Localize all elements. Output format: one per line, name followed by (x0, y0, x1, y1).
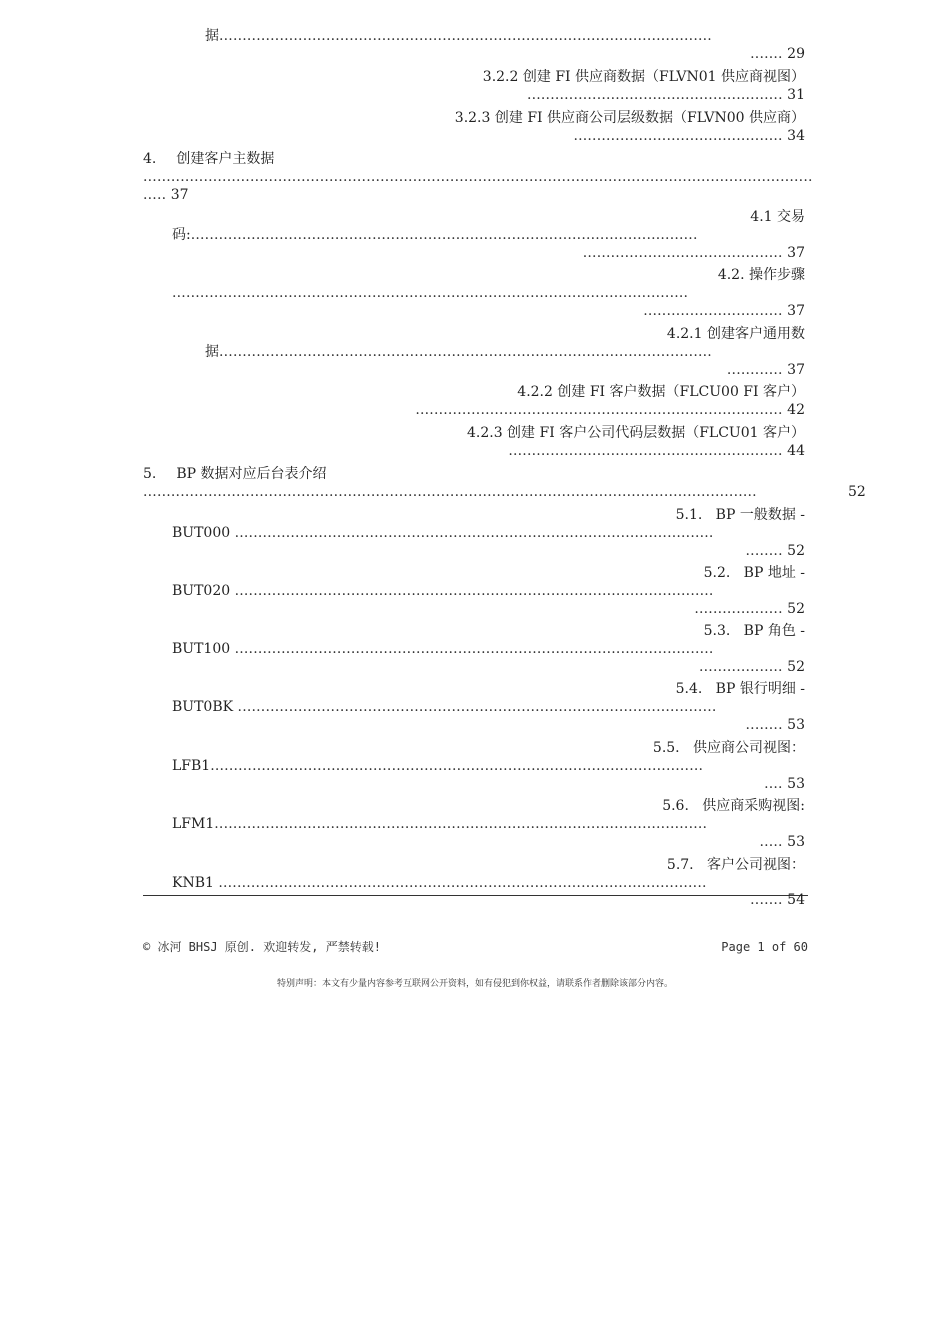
toc-leader: .......................................................................................................... (214, 816, 708, 832)
toc-entry-4-2-3[interactable] (143, 424, 805, 442)
toc-leader: ....................................................................................................... (234, 525, 714, 541)
toc-entry-5-7[interactable] (143, 856, 805, 874)
toc-text: KNB1 (172, 875, 214, 891)
footer-copyright: © 冰河 BHSJ 原创. 欢迎转发, 严禁转载! (143, 940, 381, 954)
toc-leader: .... (764, 776, 783, 792)
toc-leader: ....... (750, 46, 783, 62)
toc-leader: ............ (726, 362, 783, 378)
toc-page-number[interactable]: 34 (787, 128, 805, 144)
toc-text: 据 (205, 344, 219, 360)
toc-leader: ....................................................... (526, 87, 783, 103)
toc-title[interactable]: 5.2. BP 地址 - (703, 565, 805, 581)
toc-entry-5-4[interactable] (143, 680, 805, 698)
footer-page-number: Page 1 of 60 (721, 940, 808, 954)
toc-title[interactable]: 4.2. 操作步骤 (717, 267, 805, 283)
toc-page-number[interactable]: 52 (787, 659, 805, 675)
toc-page-number[interactable]: 52 (787, 601, 805, 617)
toc-title[interactable]: 4.2.3 创建 FI 客户公司代码层数据（FLCU01 客户） (466, 425, 805, 441)
toc-text: BUT0BK (172, 699, 234, 715)
toc-leader: ....................................................................................................... (234, 641, 714, 657)
toc-page-number[interactable]: 31 (787, 87, 805, 103)
toc-text: LFB1 (172, 758, 211, 774)
toc-title[interactable]: 5.3. BP 角色 - (703, 623, 805, 639)
toc-text: LFM1 (172, 816, 215, 832)
toc-leader: ................... (694, 601, 783, 617)
toc-leader: ............................................................................... (415, 402, 783, 418)
toc-page-number[interactable]: 54 (787, 892, 805, 908)
toc-leader: ....... (750, 892, 783, 908)
toc-leader: ........................................................... (508, 443, 783, 459)
toc-leader: ............................................................................................................. (190, 227, 698, 243)
toc-leader: ......................................................................................................... (218, 875, 707, 891)
toc-entry-4-2-2[interactable] (143, 383, 805, 401)
toc-entry-4-1[interactable] (143, 208, 805, 226)
toc-leader: ............................................................................................................... (172, 285, 689, 301)
toc-entry-3-2-3[interactable] (143, 109, 805, 127)
toc-leader: ..... (759, 834, 783, 850)
toc-title[interactable]: 5.5. 供应商公司视图： (652, 740, 805, 756)
toc-leader: .............................. (643, 303, 783, 319)
toc-leader: .......................................................................................................... (210, 758, 704, 774)
toc-leader: ............................................. (573, 128, 783, 144)
toc-entry-4[interactable] (143, 150, 543, 168)
toc-page-number[interactable]: 53 (787, 717, 805, 733)
toc-leader: ....................................................................................................... (237, 699, 717, 715)
toc-leader: .................. (699, 659, 783, 675)
toc-text: BUT100 (172, 641, 231, 657)
toc-entry-4-2[interactable] (143, 266, 805, 284)
toc-page-number[interactable]: 53 (787, 776, 805, 792)
toc-entry-5-6[interactable] (143, 797, 805, 815)
toc-page-number[interactable]: 42 (787, 402, 805, 418)
toc-title[interactable]: 5.6. 供应商采购视图: (662, 798, 805, 814)
toc-page-number[interactable]: 37 (170, 187, 189, 203)
toc-title[interactable]: 4.2.1 创建客户通用数 (666, 326, 805, 342)
toc-entry-5-2[interactable] (143, 564, 805, 582)
toc-leader: ....................................................................................................... (234, 583, 714, 599)
toc-page-number[interactable]: 53 (787, 834, 805, 850)
toc-page-number[interactable]: 37 (787, 362, 805, 378)
toc-entry-4-2-1[interactable] (143, 325, 805, 343)
toc-leader: ........ (745, 543, 783, 559)
toc-leader: .................................................................................................................................... (143, 484, 757, 500)
toc-leader: ................................................................................................................................................ (143, 169, 813, 185)
toc-leader: ........................................... (582, 245, 783, 261)
toc-text: BUT020 (172, 583, 231, 599)
toc-text: 据 (205, 28, 219, 44)
toc-title[interactable]: 创建客户主数据 (176, 151, 275, 167)
toc-title[interactable]: 4.2.2 创建 FI 客户数据（FLCU00 FI 客户） (517, 384, 805, 400)
toc-number: 4. (143, 151, 157, 167)
toc-text: BUT000 (172, 525, 231, 541)
toc-page-number[interactable]: 44 (787, 443, 805, 459)
toc-leader: .......................................................................................................... (219, 344, 712, 360)
toc-title[interactable]: 3.2.3 创建 FI 供应商公司层级数据（FLVN00 供应商） (454, 110, 805, 126)
toc-leader: ..... (143, 187, 167, 203)
toc-entry-5[interactable] (143, 465, 543, 483)
toc-title[interactable]: 4.1 交易 (750, 209, 805, 225)
toc-page-number[interactable]: 37 (787, 303, 805, 319)
toc-page-number[interactable]: 37 (787, 245, 805, 261)
toc-entry-5-1[interactable] (143, 506, 805, 524)
toc-page-number[interactable]: 52 (848, 484, 866, 500)
toc-entry-3-2-2[interactable] (143, 68, 805, 86)
toc-page-number[interactable]: 52 (787, 543, 805, 559)
toc-title[interactable]: BP 数据对应后台表介绍 (176, 466, 327, 482)
toc-text: 码: (172, 227, 191, 243)
toc-title[interactable]: 3.2.2 创建 FI 供应商数据（FLVN01 供应商视图） (482, 69, 805, 85)
toc-entry-5-3[interactable] (143, 622, 805, 640)
toc-page-number[interactable]: 29 (787, 46, 805, 62)
toc-leader: ........ (745, 717, 783, 733)
toc-number: 5. (143, 466, 157, 482)
toc-title[interactable]: 5.4. BP 银行明细 - (675, 681, 805, 697)
toc-leader: .......................................................................................................... (219, 28, 712, 44)
toc-entry-5-5[interactable] (143, 739, 805, 757)
toc-title[interactable]: 5.1. BP 一般数据 - (675, 507, 805, 523)
footer-notice: 特别声明：本文有少量内容参考互联网公开资料，如有侵犯到你权益，请联系作者删除该部分内容。 (276, 979, 673, 989)
toc-title[interactable]: 5.7. 客户公司视图： (666, 857, 805, 873)
